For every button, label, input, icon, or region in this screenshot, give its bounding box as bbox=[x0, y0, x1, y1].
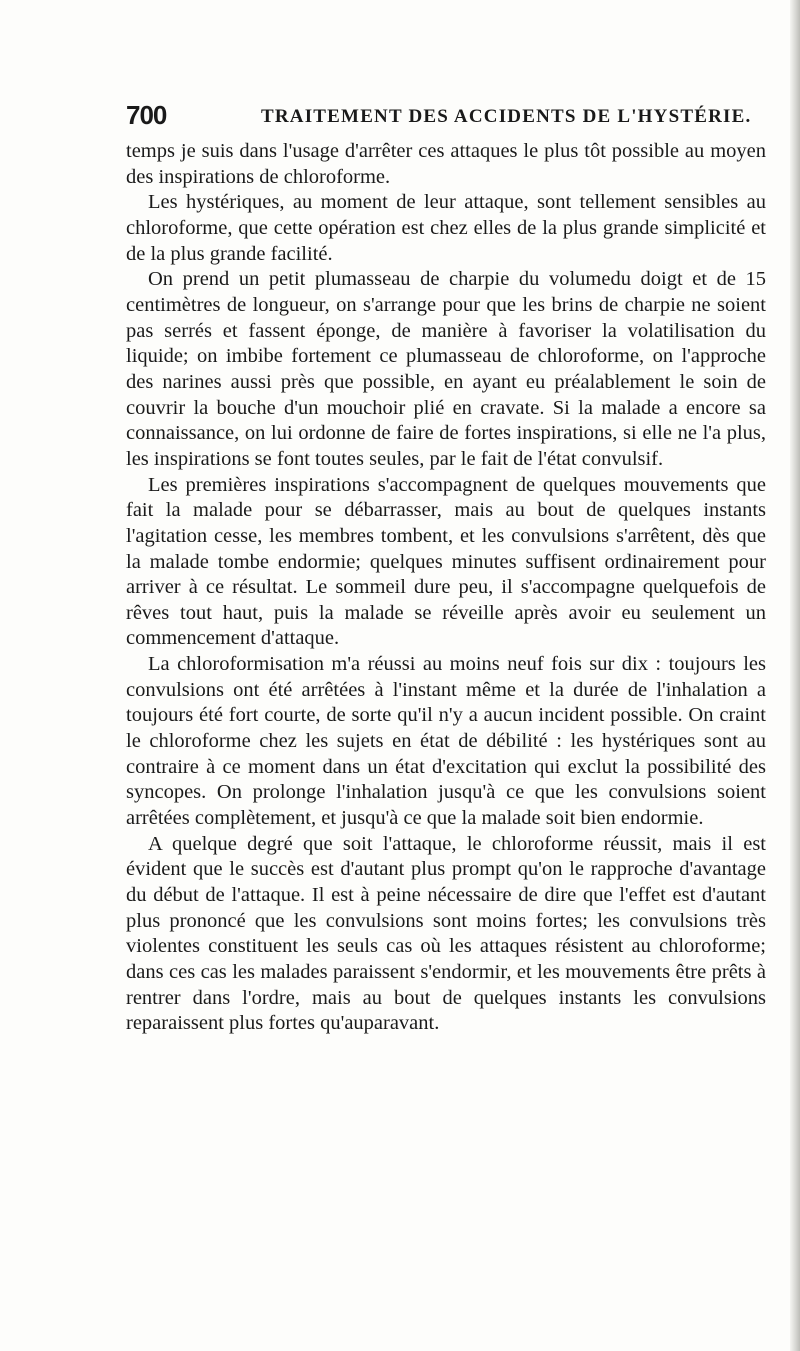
paragraph-2: Les hystériques, au moment de leur attaque, sont tellement sensibles au chloroforme, que cette opération est chez elles de la plus grande simplicité et de la plus grande facilité. bbox=[126, 191, 766, 265]
page-edge-shadow bbox=[790, 0, 800, 1351]
page-number: 700 bbox=[126, 100, 167, 130]
paragraph-1: temps je suis dans l'usage d'arrêter ces attaques le plus tôt possible au moyen des inspirations de chloroforme. bbox=[126, 140, 766, 188]
paragraph-5: La chloroformisation m'a réussi au moins neuf fois sur dix : toujours les convulsions ont été arrêtées à l'instant même et la durée de l'inhalation a toujours été fort courte, de sorte qu'il n'y a aucun incident possible. On craint le chloroforme chez les sujets en état de débilité : les hystériques sont au contraire à ce moment dans un état d'excitation qui exclut la possibilité des syncopes. On prolonge l'inhalation jusqu'à ce que les convulsions soient arrêtées complètement, et jusqu'à ce que la malade soit bien endormie. bbox=[126, 653, 766, 830]
body-text bbox=[126, 139, 766, 1037]
page-header bbox=[126, 100, 766, 130]
paragraph-6: A quelque degré que soit l'attaque, le chloroforme réussit, mais il est évident que le succès est d'autant plus prompt qu'on le rapproche d'avantage du début de l'attaque. Il est à peine nécessaire de dire que l'effet est d'autant plus prononcé que les convulsions sont moins fortes; les convulsions très violentes constituent les seuls cas où les attaques résistent au chloroforme; dans ces cas les malades paraissent s'endormir, et les mouvements être prêts à rentrer dans l'ordre, mais au bout de quelques instants les convulsions reparaissent plus fortes qu'auparavant. bbox=[126, 832, 766, 1035]
running-head: TRAITEMENT DES ACCIDENTS DE L'HYSTÉRIE. bbox=[261, 106, 752, 127]
paragraph-3: On prend un petit plumasseau de charpie du volumedu doigt et de 15 centimètres de longueur, on s'arrange pour que les brins de charpie ne soient pas serrés et fassent éponge, de manière à favoriser la volatilisation du liquide; on imbibe fortement ce plumasseau de chloroforme, on l'approche des narines aussi près que possible, en ayant eu préalablement le soin de couvrir la bouche d'un mouchoir plié en cravate. Si la malade a encore sa connaissance, on lui ordonne de faire de fortes inspirations, si elle ne l'a plus, les inspirations se font toutes seules, par le fait de l'état convulsif. bbox=[126, 268, 766, 470]
paragraph-4: Les premières inspirations s'accompagnent de quelques mouvements que fait la malade pour se débarrasser, mais au bout de quelques instants l'agitation cesse, les membres tombent, et les convulsions s'arrêtent, dès que la malade tombe endormie; quelques minutes suffisent ordinairement pour arriver à ce résultat. Le sommeil dure peu, il s'accompagne quelquefois de rêves tout haut, puis la malade se réveille après avoir eu seulement un commencement d'attaque. bbox=[126, 473, 766, 650]
